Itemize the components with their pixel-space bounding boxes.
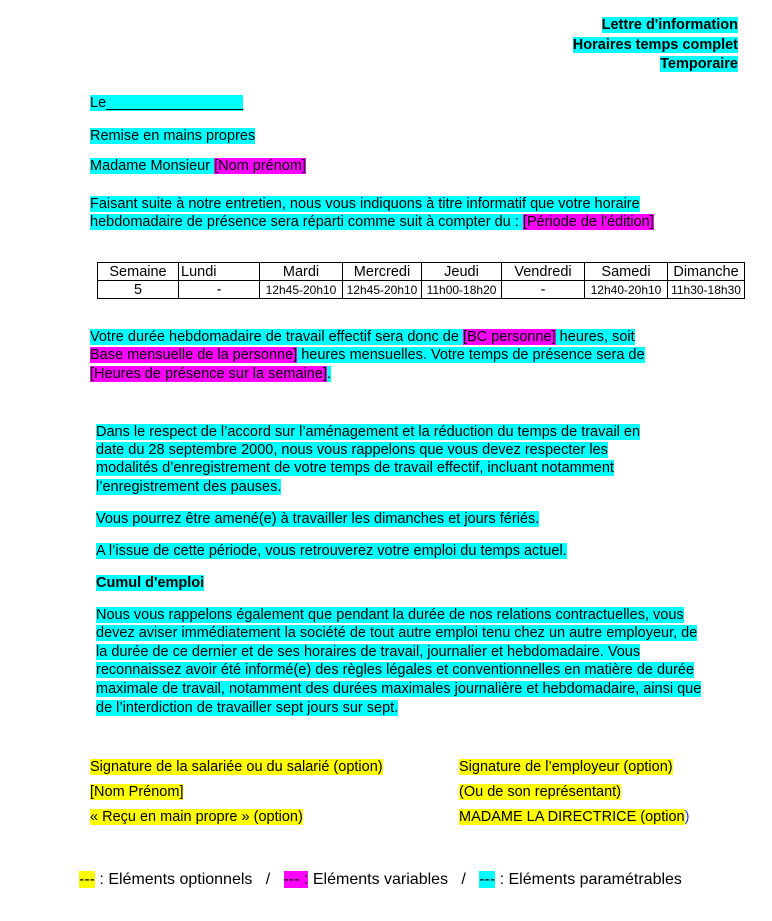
- col-lundi: Lundi: [179, 263, 260, 281]
- cell-dimanche: 11h30-18h30: [668, 281, 745, 299]
- cumul-line-2: [96, 625, 697, 643]
- cumul-line-4: [96, 662, 694, 680]
- cumul-line-5: [96, 681, 701, 699]
- cumul-text-1: Nous vous rappelons également que pendant la durée de nos relations contractuelles, vous: [96, 607, 684, 623]
- cumul-line-3: [96, 644, 640, 662]
- presence-variable: [Heures de présence sur la semaine]: [90, 366, 327, 382]
- employee-name-label: [Nom Prénom]: [90, 784, 184, 800]
- col-jeudi: Jeudi: [422, 263, 502, 281]
- cumul-text-5: maximale de travail, notamment des durées maximales journalière et hebdomadaire, ainsi que: [96, 681, 702, 697]
- director-label: MADAME LA DIRECTRICE (option: [459, 809, 685, 825]
- delivery-text: Remise en mains propres: [90, 128, 256, 144]
- legend-separator-1: /: [265, 871, 271, 888]
- accord-text-2: date du 28 septembre 2000, nous vous rappelons que vous devez respecter les: [96, 442, 608, 458]
- schedule-row: [98, 281, 745, 299]
- end-period-text: A l’issue de cette période, vous retrouverez votre emploi du temps actuel.: [96, 543, 567, 559]
- legend-optional-swatch: ---: [79, 871, 95, 888]
- signature-right-1: [459, 759, 673, 777]
- col-vendredi: Vendredi: [502, 263, 585, 281]
- end-period-line: [96, 543, 567, 561]
- legend-parametrable-label: : Eléments paramétrables: [495, 871, 682, 888]
- recipient-prefix: Madame Monsieur: [90, 158, 215, 174]
- col-semaine: Semaine: [98, 263, 179, 281]
- duration-text-1: Votre durée hebdomadaire de travail effectif sera donc de: [90, 329, 463, 345]
- employee-signature-label: Signature de la salariée ou du salarié (option): [90, 759, 383, 775]
- cell-samedi: 12h40-20h10: [585, 281, 668, 299]
- bc-variable: [BC personne]: [462, 329, 556, 345]
- duration-line-2: [90, 347, 645, 365]
- cumul-title: Cumul d'emploi: [96, 575, 205, 591]
- intro-text-1: Faisant suite à notre entretien, nous vous indiquons à titre informatif que votre horaire: [90, 196, 640, 212]
- cell-semaine: 5: [98, 281, 179, 299]
- color-legend: [79, 871, 682, 889]
- accord-line-3: [96, 460, 614, 478]
- sundays-line: [96, 511, 539, 529]
- period-variable: [Période de l'édition]: [522, 214, 654, 230]
- duration-text-3: .: [326, 366, 331, 382]
- col-dimanche: Dimanche: [668, 263, 745, 281]
- signature-left-2: [90, 784, 183, 802]
- col-mardi: Mardi: [260, 263, 343, 281]
- accord-text-1: Dans le respect de l’accord sur l’aménagement et la réduction du temps de travail en: [96, 424, 641, 440]
- accord-line-4: [96, 479, 281, 497]
- intro-line-1: [90, 196, 640, 214]
- accord-line-2: [96, 442, 608, 460]
- legend-parametrable-swatch: ---: [479, 871, 496, 888]
- delivery-line: [90, 128, 255, 146]
- legend-optional-label: : Eléments optionnels: [94, 871, 253, 888]
- director-paren: ): [684, 809, 690, 825]
- signature-right-3: [459, 809, 689, 827]
- col-samedi: Samedi: [585, 263, 668, 281]
- intro-text-2: hebdomadaire de présence sera réparti comme suit à compter du :: [90, 214, 523, 230]
- schedule-header-row: [98, 263, 745, 281]
- cumul-text-4: reconnaissez avoir été informé(e) des règles légales et conventionnelles en matière de durée: [96, 662, 695, 678]
- legend-variable-swatch: --- :: [283, 871, 309, 888]
- duration-line-1: [90, 329, 635, 347]
- cumul-line-1: [96, 607, 684, 625]
- date-line-text: Le_________________: [90, 95, 244, 111]
- schedule-table: [97, 262, 745, 299]
- signature-left-3: [90, 809, 303, 827]
- employer-signature-label: Signature de l’employeur (option): [459, 759, 673, 775]
- accord-text-3: modalités d’enregistrement de votre temps de travail effectif, incluant notamment: [96, 460, 614, 476]
- sundays-text: Vous pourrez être amené(e) à travailler les dimanches et jours fériés.: [96, 511, 540, 527]
- legend-variable-label: Eléments variables: [308, 871, 449, 888]
- cell-mercredi: 12h45-20h10: [343, 281, 422, 299]
- recipient-line: [90, 158, 306, 176]
- cumul-text-2: devez aviser immédiatement la société de tout autre emploi tenu chez un autre employeur, de: [96, 625, 698, 641]
- legend-separator-2: /: [461, 871, 466, 888]
- cumul-line-6: [96, 700, 398, 718]
- cell-mardi: 12h45-20h10: [260, 281, 343, 299]
- header-type: Temporaire: [660, 56, 738, 72]
- intro-line-2: [90, 214, 654, 232]
- duration-text-2: heures mensuelles. Votre temps de présence sera de: [297, 347, 645, 363]
- accord-text-4: l’enregistrement des pauses.: [96, 479, 282, 495]
- accord-line-1: [96, 424, 640, 442]
- cell-vendredi: -: [502, 281, 585, 299]
- recipient-name-variable: [Nom prénom]: [214, 158, 306, 174]
- cell-lundi: -: [179, 281, 260, 299]
- cumul-text-6: de l’interdiction de travailler sept jours sur sept.: [96, 700, 399, 716]
- header-title: Lettre d'information: [601, 17, 738, 33]
- base-variable: Base mensuelle de la personne]: [90, 347, 298, 363]
- signature-right-2: [459, 784, 621, 802]
- representative-label: (Ou de son représentant): [459, 784, 622, 800]
- signature-left-1: [90, 759, 383, 777]
- cumul-text-3: la durée de ce dernier et de ses horaires de travail, journalier et hebdomadaire. Vous: [96, 644, 641, 660]
- letter-header: [573, 16, 738, 75]
- cumul-title-line: [96, 575, 204, 593]
- col-mercredi: Mercredi: [343, 263, 422, 281]
- date-line: [90, 95, 243, 113]
- header-subtitle: Horaires temps complet: [572, 36, 738, 53]
- received-label: « Reçu en main propre » (option): [90, 809, 303, 825]
- duration-text-1b: heures, soit: [555, 329, 635, 345]
- cell-jeudi: 11h00-18h20: [422, 281, 502, 299]
- duration-line-3: [90, 366, 331, 384]
